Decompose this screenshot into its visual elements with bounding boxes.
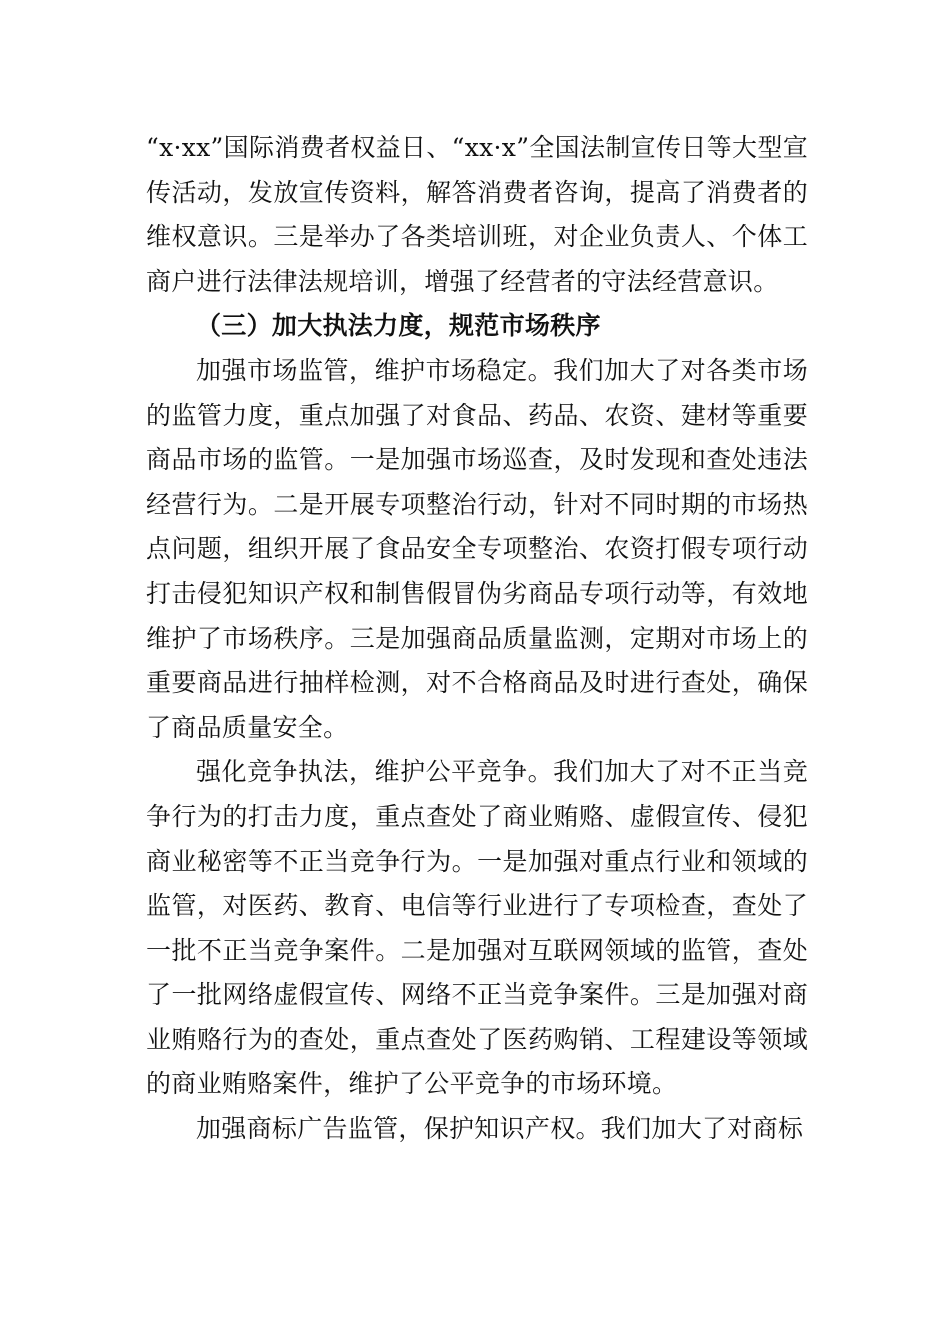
paragraph-trademark-advertising: 加强商标广告监管，保护知识产权。我们加大了对商标 — [196, 1114, 804, 1144]
paragraph-market-supervision: 加强市场监管，维护市场稳定。我们加大了对各类市场的监管力度，重点加强了对食品、药品、农资、建材等重要商品市场的监管。一是加强市场巡查，及时发现和查处违法经营行为。二是开展专项整治行动，针对不同时期的市场热点问题，组织开展了食品安全专项整治、农资打假专项行动打击侵犯知识产权和制售假冒伪劣商品专项行动等，有效地维护了市场秩序。三是加强商品质量监测，定期对市场上的重要商品进行抽样检测，对不合格商品及时进行查处，确保了商品质量安全。 — [146, 355, 808, 742]
document-body — [146, 126, 808, 1152]
paragraph-competition-enforcement: 强化竞争执法，维护公平竞争。我们加大了对不正当竞争行为的打击力度，重点查处了商业贿赂、虚假宣传、侵犯商业秘密等不正当竞争行为。一是加强对重点行业和领域的监管，对医药、教育、电信等行业进行了专项检查，查处了一批不正当竞争案件。二是加强对互联网领域的监管，查处了一批网络虚假宣传、网络不正当竞争案件。三是加强对商业贿赂行为的查处，重点查处了医药购销、工程建设等领域的商业贿赂案件，维护了公平竞争的市场环境。 — [146, 757, 808, 1099]
section-heading: （三）加大执法力度，规范市场秩序 — [196, 311, 601, 341]
paragraph-continued: “x·xx”国际消费者权益日、“xx·x”全国法制宣传日等大型宣传活动，发放宣传资料，解答消费者咨询，提高了消费者的维权意识。三是举办了各类培训班，对企业负责人、个体工商户进行法律法规培训，增强了经营者的守法经营意识。 — [146, 133, 808, 296]
